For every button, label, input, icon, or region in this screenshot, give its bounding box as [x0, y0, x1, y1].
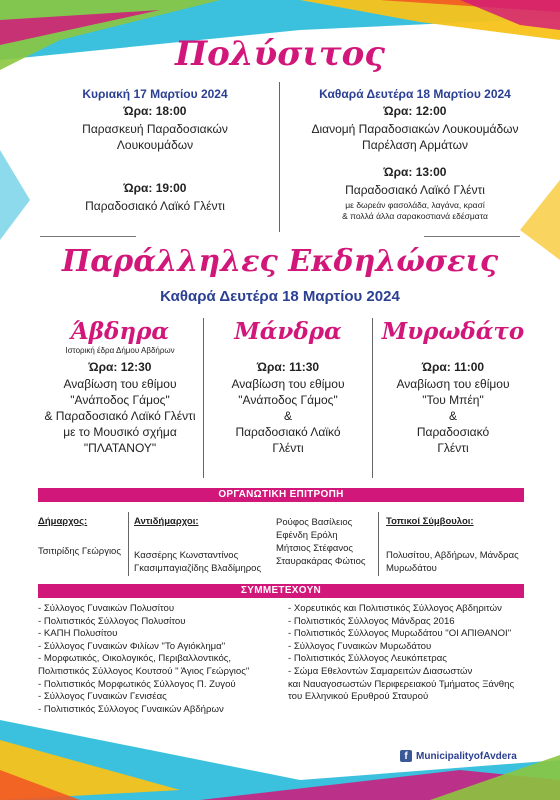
local-councillors-label: Τοπικοί Σύμβουλοι: [386, 516, 474, 527]
venue-myrodato [378, 318, 528, 456]
participant-item: - Σώμα Εθελοντών Σαμαρειτών Διασωστών και Ναυαγοσωστών Περιφερειακού Τμήματος Ξάνθης του Ελληνικού Ερυθρού Σταυρού [288, 665, 515, 703]
deputies-label: Αντιδήμαρχοι: [134, 516, 199, 527]
participants-right-list [288, 603, 533, 704]
participant-item: - Πολιτιστικός Σύλλογος Μυρωδάτου "ΟΙ ΑΠΙΘΑΝΟΙ" [288, 628, 512, 640]
day2-event2-text: Παραδοσιακό Λαϊκό Γλέντι [345, 183, 485, 197]
parallel-title: Παράλληλες Εκδηλώσεις [61, 244, 499, 279]
deputies-list-a: Κασσέρης Κωνσταντίνος Γκασιμπαγιαζίδης Βλαδίμηρος [134, 550, 262, 574]
day2-block [290, 86, 540, 222]
venue-avdira [40, 318, 200, 456]
participant-item: - Πολιτιστικός Σύλλογος Μάνδρας 2016 [288, 615, 455, 627]
participant-item: - Σύλλογος Γυναικών Μυρωδάτου [288, 640, 432, 652]
day1-block [40, 86, 270, 214]
participant-item: - Σύλλογος Γυναικών Γενισέας [38, 691, 167, 703]
venue-time: Ώρα: 11:00 [421, 360, 485, 374]
participant-item: - Πολιτιστικός Σύλλογος Πολυσίτου [38, 615, 186, 627]
committee-heading: ΟΡΓΑΝΩΤΙΚΗ ΕΠΙΤΡΟΠΗ [38, 488, 524, 502]
day1-event1-time: Ώρα: 18:00 [123, 104, 187, 118]
venue-subtitle: Ιστορική έδρα Δήμου Αβδήρων [65, 346, 175, 355]
participant-item: - Σύλλογος Γυναικών Πολυσίτου [38, 603, 175, 614]
mayor-label: Δήμαρχος: [38, 516, 88, 527]
venue-text: Αναβίωση του εθίμου "Ανάποδος Γάμος" & Παραδοσιακό Λαϊκό Γλέντι [231, 377, 345, 455]
day2-event2-note: με δωρεάν φασολάδα, λαγάνα, κρασί & πολλά άλλα σαρακοστιανά εδέσματα [342, 200, 488, 221]
venue-time: Ώρα: 12:30 [88, 360, 152, 374]
venue-mandra [208, 318, 368, 456]
parallel-date: Καθαρά Δευτέρα 18 Μαρτίου 2024 [160, 288, 400, 305]
facebook-handle: MunicipalityofAvdera [416, 750, 517, 762]
venue-name: Μάνδρα [234, 318, 342, 345]
page-title: Πολύσιτος [174, 34, 385, 74]
venue-time: Ώρα: 11:30 [256, 360, 320, 374]
day1-date: Κυριακή 17 Μαρτίου 2024 [82, 87, 228, 101]
day1-event1-text: Παρασκευή Παραδοσιακών Λουκουμάδων [82, 122, 228, 152]
venue-name: Μυρωδάτο [381, 318, 525, 345]
participant-item: - Πολιτιστικός Μορφωτικός Σύλλογος Π. Ζυγού [38, 678, 236, 690]
divider [424, 236, 520, 237]
mayor-name: Τσιτιρίδης Γεώργιος [38, 546, 121, 557]
day2-date: Καθαρά Δευτέρα 18 Μαρτίου 2024 [319, 87, 511, 101]
divider [279, 82, 280, 232]
deputies-list-b: Ρούφος Βασίλειος Εφένδη Ερόλη Μήτσιος Στέφανος Σταυρακάρας Φώτιος [276, 517, 366, 567]
facebook-link[interactable] [400, 750, 517, 762]
divider [128, 512, 129, 576]
divider [378, 512, 379, 576]
local-councillors-list: Πολυσίτου, Αβδήρων, Μάνδρας Μυρωδάτου [386, 550, 519, 574]
day2-event2-time: Ώρα: 13:00 [383, 165, 447, 179]
divider [203, 318, 204, 478]
participants-heading: ΣΥΜΜΕΤΕΧΟΥΝ [38, 584, 524, 598]
participant-item: - Σύλλογος Γυναικών Φιλίων "Το Αγιόκλημα" [38, 640, 226, 652]
venue-text: Αναβίωση του εθίμου "Του Μπέη" & Παραδοσιακό Γλέντι [396, 377, 510, 455]
participants-left-list [38, 603, 288, 716]
venue-text: Αναβίωση του εθίμου "Ανάποδος Γάμος" & Παραδοσιακό Λαϊκό Γλέντι με το Μουσικό σχήμα "ΠΛΑΤΑΝΟΥ" [44, 377, 196, 455]
participant-item: - Πολιτιστικός Σύλλογος Γυναικών Αβδήρων [38, 703, 224, 715]
participant-item: - Χορευτικός και Πολιτιστικός Σύλλογος Αβδηριτών [288, 603, 502, 614]
day2-event1-text: Διανομή Παραδοσιακών Λουκουμάδων Παρέλαση Αρμάτων [311, 122, 519, 152]
day2-event1-time: Ώρα: 12:00 [383, 104, 447, 118]
participant-item: - Πολιτιστικός Σύλλογος Λευκόπετρας [288, 653, 447, 665]
participant-item: - Μορφωτικός, Οικολογικός, Περιβαλλοντικός, Πολιτιστικός Σύλλογος Κουτσού " Άγιος Γεώργιος" [38, 653, 250, 677]
divider [372, 318, 373, 478]
divider [40, 236, 136, 237]
participant-item: - ΚΑΠΗ Πολυσίτου [38, 628, 118, 640]
facebook-icon: f [400, 750, 412, 762]
day1-event2-time: Ώρα: 19:00 [123, 181, 187, 195]
venue-name: Άβδηρα [70, 318, 170, 345]
day1-event2-text: Παραδοσιακό Λαϊκό Γλέντι [85, 199, 225, 213]
